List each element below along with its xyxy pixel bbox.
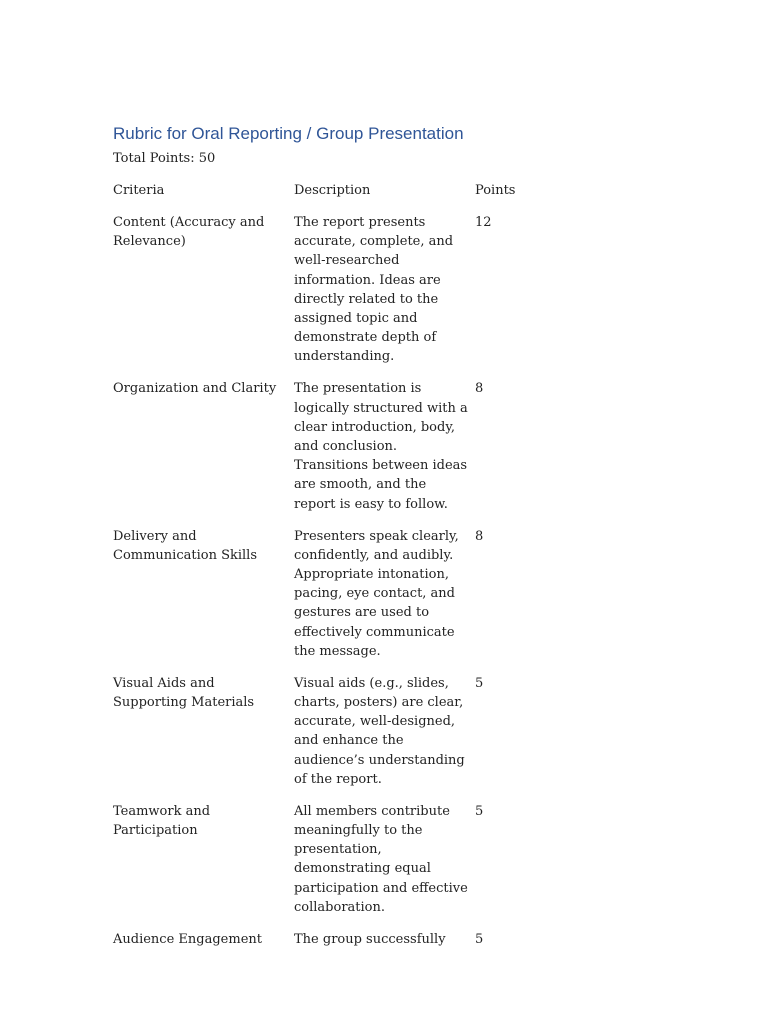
table-header-row: [113, 181, 533, 200]
header-criteria: Criteria: [113, 183, 165, 198]
table-row: [113, 802, 533, 917]
header-description: Description: [294, 183, 371, 198]
description-cell: The report presents accurate, complete, and well-researched information. Ideas are directly related to the assigned topic and demonstrate depth of understanding.: [294, 215, 454, 365]
criteria-cell: Content (Accuracy and Relevance): [113, 215, 265, 250]
points-cell: 5: [475, 803, 484, 819]
document-title: Rubric for Oral Reporting / Group Presentation: [113, 124, 464, 143]
criteria-cell: Delivery and Communication Skills: [113, 528, 258, 563]
criteria-cell: Audience Engagement: [113, 931, 262, 947]
criteria-cell: Visual Aids and Supporting Materials: [113, 675, 255, 711]
description-cell: The group successfully: [294, 931, 446, 947]
total-points: Total Points: 50: [113, 151, 216, 166]
points-cell: 8: [475, 528, 484, 544]
table-row: [113, 379, 533, 513]
criteria-cell: Organization and Clarity: [113, 381, 277, 397]
description-cell: Visual aids (e.g., slides, charts, posters) are clear, accurate, well-designed, and enhance the audience’s understanding of the report.: [294, 675, 465, 787]
table-row: [113, 527, 533, 661]
table-row: [113, 213, 533, 367]
criteria-cell: Teamwork and Participation: [113, 803, 211, 839]
points-cell: 8: [475, 381, 484, 397]
table-row: [113, 674, 533, 789]
header-points: Points: [475, 183, 516, 198]
table-row: [113, 930, 533, 949]
points-cell: 5: [475, 931, 484, 947]
rubric-table: [113, 181, 533, 962]
description-cell: Presenters speak clearly, confidently, and audibly. Appropriate intonation, pacing, eye contact, and gestures are used to effectively communicate the message.: [294, 528, 459, 659]
points-cell: 5: [475, 675, 484, 691]
description-cell: The presentation is logically structured with a clear introduction, body, and conclusion. Transitions between ideas are smooth, and the report is easy to follow.: [294, 381, 468, 512]
description-cell: All members contribute meaningfully to the presentation, demonstrating equal participation and effective collaboration.: [294, 803, 468, 915]
points-cell: 12: [475, 215, 492, 230]
